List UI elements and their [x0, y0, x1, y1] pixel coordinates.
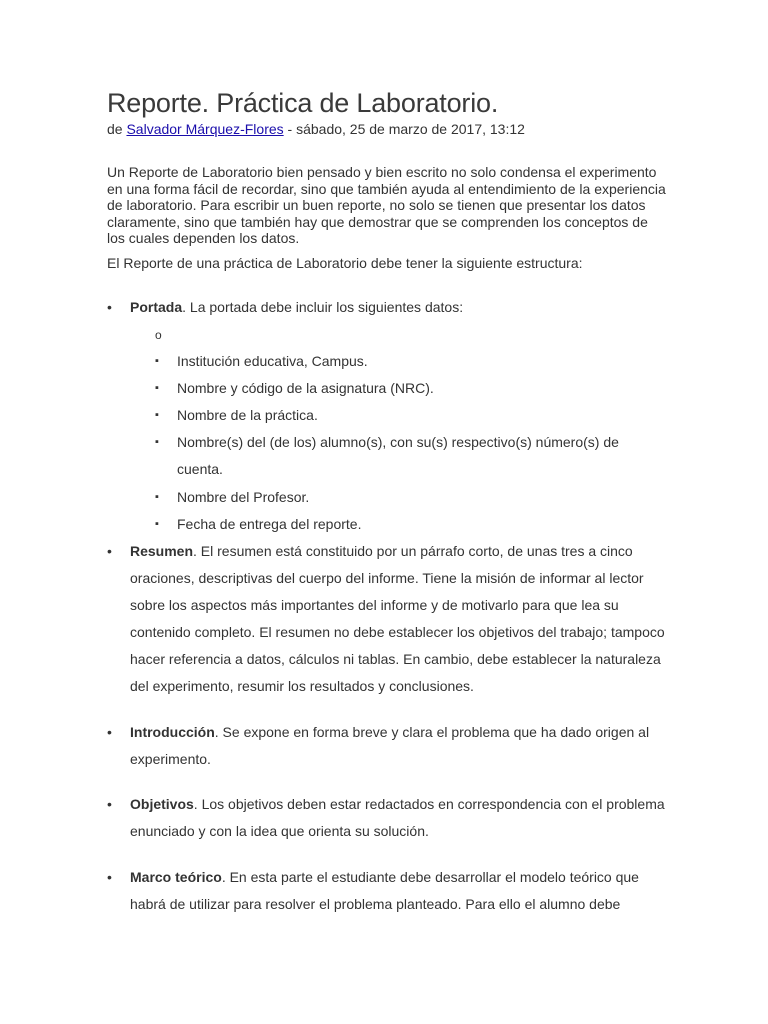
portada-sub-item: ▪ Nombre del Profesor.	[177, 484, 657, 511]
bullet-icon: •	[107, 299, 112, 315]
list-item-resumen	[107, 538, 670, 700]
text-objetivos: . Los objetivos deben estar redactados en correspondencia con el problema enunciado y con la idea que orienta su solución.	[130, 796, 665, 839]
portada-sub-item: ▪ Nombre(s) del (de los) alumno(s), con su(s) respectivo(s) número(s) de cuenta.	[177, 429, 627, 483]
portada-sub-item: ▪ Nombre de la práctica.	[177, 402, 657, 429]
list-item-introduccion	[107, 719, 670, 773]
square-bullet-icon: ▪	[155, 409, 159, 421]
byline	[107, 121, 525, 137]
text-marco-teorico: . En esta parte el estudiante debe desarrollar el modelo teórico que habrá de utilizar para resolver el problema planteado. Para ello el alumno debe	[130, 869, 639, 912]
empty-sub-bullet: o	[155, 328, 162, 342]
intro-paragraph: Un Reporte de Laboratorio bien pensado y bien escrito no solo condensa el experimento en una forma fácil de recordar, sino que también ayuda al entendimiento de la experiencia de laboratorio. Para escribir un buen reporte, no solo se tienen que presentar los datos claramente, sino que también hay que demostrar que se comprenden los conceptos de los cuales dependen los datos.	[107, 164, 666, 246]
bullet-icon: •	[107, 543, 112, 559]
term-objetivos: Objetivos	[130, 796, 194, 812]
list-item-objetivos	[107, 791, 670, 845]
square-bullet-icon: ▪	[155, 382, 159, 394]
term-resumen: Resumen	[130, 543, 194, 559]
portada-sub-item: ▪ Institución educativa, Campus.	[177, 348, 657, 375]
text-resumen: . El resumen está constituido por un párrafo corto, de unas tres a cinco oraciones, descriptivas del cuerpo del informe. Tiene la misión de informar al lector sobre los aspectos más importantes del informe y de motivarlo para que lea su contenido completo. El resumen no debe establecer los objetivos del trabajo; tampoco hacer referencia a datos, cálculos ni tablas. En cambio, debe establecer la naturaleza del experimento, resumir los resultados y conclusiones.	[130, 543, 665, 694]
square-bullet-icon: ▪	[155, 491, 159, 503]
text-introduccion: . Se expone en forma breve y clara el problema que ha dado origen al experimento.	[130, 724, 650, 767]
term-portada: Portada	[130, 299, 183, 315]
byline-prefix: de	[107, 121, 123, 137]
text-portada: . La portada debe incluir los siguientes datos:	[182, 299, 464, 315]
term-introduccion: Introducción	[130, 724, 215, 740]
portada-sub-item: ▪ Nombre y código de la asignatura (NRC).	[177, 375, 657, 402]
list-item-marco-teorico	[107, 864, 670, 918]
term-marco-teorico: Marco teórico	[130, 869, 222, 885]
portada-sub-item: ▪ Fecha de entrega del reporte.	[177, 511, 657, 538]
square-bullet-icon: ▪	[155, 436, 159, 448]
bullet-icon: •	[107, 796, 112, 812]
bullet-icon: •	[107, 724, 112, 740]
square-bullet-icon: ▪	[155, 518, 159, 530]
list-item-portada	[107, 294, 670, 321]
byline-date: - sábado, 25 de marzo de 2017, 13:12	[287, 121, 525, 137]
page-title: Reporte. Práctica de Laboratorio.	[107, 88, 499, 118]
author-link[interactable]: Salvador Márquez-Flores	[126, 121, 284, 137]
square-bullet-icon: ▪	[155, 355, 159, 367]
structure-lead: El Reporte de una práctica de Laboratorio debe tener la siguiente estructura:	[107, 255, 583, 271]
bullet-icon: •	[107, 869, 112, 885]
